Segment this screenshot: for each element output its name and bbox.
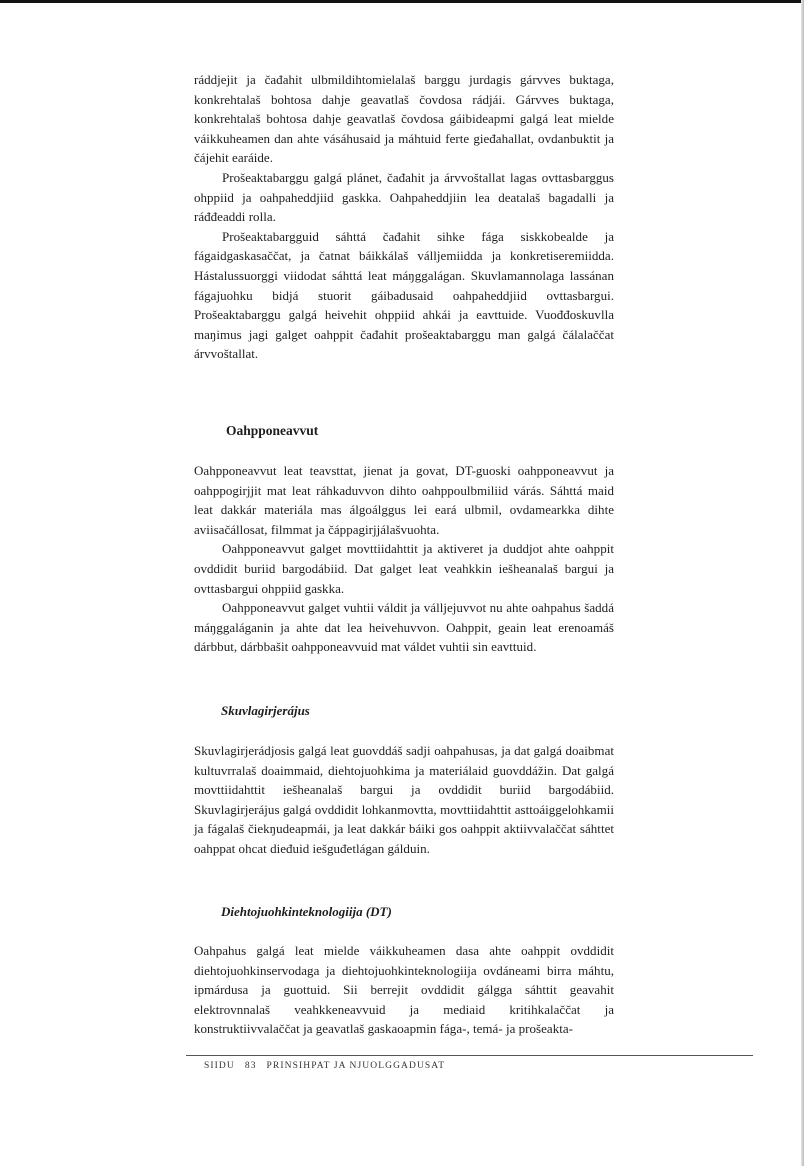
skuvlagirjerajus-paragraph: Skuvlagirjerádjosis galgá leat guovddáš sadji oahpahusas, ja dat galgá doaibmat kultuvrralaš doaimmaid, diehtojuohkima ja materiálaid guovddážin. Dat galgá movttiidahttit iešheanalaš bargui ja ovddidit buriid bargodábiid. Skuvlagirjerájus galgá ovddidit lohkanmovtta, movttiidahttit asttoáiggelohkamii ja fágalaš čiekŋudeapmái, ja leat dakkár báiki gos oahppit aktiivvalaččat sáhttet oahppat ohcat dieđuid iešguđetlágan gálduin.: [194, 743, 614, 856]
dt-paragraph: Oahpahus galgá leat mielde váikkuheamen dasa ahte oahppit ovddidit diehtojuohkinservodaga ja diehtojuohkinteknologiija ovdáneami birra máhtu, ipmárdusa ja guottuid. Sii berrejit ovddidit gálgga sáhttit geavahit elektrovnnalaš veahkkeneavvuid ja mediaid kritihkalaččat ja konstruktiivvalaččat ja geavatlaš gaskaoapmin fága-, temá- ja prošeakta-: [194, 943, 614, 1037]
page-footer: [204, 1061, 455, 1071]
intro-text-block: [194, 70, 614, 364]
section-text-block: [194, 461, 614, 657]
section-paragraph-2: Oahpponeavvut galget movttiidahttit ja aktiveret ja duddjot ahte oahppit ovddidit buriid bargodábiid. Dat galget leat veahkkin iešheanalaš bargui ja ovttasbargui ohppiid gaskka.: [194, 541, 614, 596]
section-paragraph-3: Oahpponeavvut galget vuhtii váldit ja válljejuvvot nu ahte oahpahus šaddá máŋggaláganin ja ahte dat lea heivehuvvon. Oahppit, geain leat erenoamáš dárbbut, dárbbašit oahpponeavvuid mat váldet vuhtii sin eavttuid.: [194, 600, 614, 655]
intro-paragraph-3: Prošeaktabargguid sáhttá čađahit sihke fága siskkobealde ja fágaidgaskasaččat, ja čatnat báikkálaš válljemiidda ja konkretiseremiidda. Hástalussuorggi viidodat sáhttá leat máŋggalágan. Skuvlamannolaga lassánan fágajuohku bidjá stuorit gáibadusaid oahpaheddjiid ovttasbargui. Prošeaktabarggu galgá heivehit ohppiid ahkái ja eavttuide. Vuođđoskuvlla maŋimus jagi galget oahppit čađahit prošeaktabarggu man galgá čálalaččat árvvoštallat.: [194, 228, 614, 362]
footer-rule: [186, 1055, 753, 1056]
subheading-dt: Diehtojuohkinteknologiija (DT): [221, 904, 392, 919]
section-heading-oahpponeavvut: Oahpponeavvut: [226, 423, 319, 438]
page-top-edge: [0, 0, 804, 3]
intro-paragraph-1: ráddjejit ja čađahit ulbmildihtomielalaš barggu jurdagis gárvves buktaga, konkrehtalaš bohtosa dahje geavatlaš čovdosa rádjái. Gárvves buktaga, konkrehtalaš bohtosa dahje geavatlaš čovdosa gáibideapmi galgá leat mielde váikkuheamen dan ahte vásáhusaid ja máhtuid ferte gieđahallat, ovdanbuktit ja čájehit earáide.: [194, 72, 614, 166]
section-paragraph-1: Oahpponeavvut leat teavsttat, jienat ja govat, DT-guoski oahpponeavvut ja oahppogirjjit mat leat ráhkaduvvon dihto oahppoulbmiliid várás. Sáhttá maid leat dakkár materiála mas álgoálggus lei eará ulbmil, ovdamearkka dihte aviisačállosat, filmmat ja čáppagirjjálašvuohta.: [194, 463, 614, 537]
page-number: 83: [244, 1061, 257, 1071]
footer-title: PRINSIHPAT JA NJUOLGGADUSAT: [266, 1061, 446, 1071]
skuvlagirjerajus-text-block: [194, 741, 614, 859]
footer-label: SIIDU: [204, 1061, 235, 1071]
dt-text-block: [194, 941, 614, 1039]
intro-paragraph-2: Prošeaktabarggu galgá plánet, čađahit ja árvvoštallat lagas ovttasbarggus ohppiid ja oahpaheddjiid gaskka. Oahpaheddjiin lea deatalaš bagadalli ja ráđđeaddi rolla.: [194, 169, 614, 225]
subheading-skuvlagirjerajus: Skuvlagirjerájus: [221, 703, 310, 718]
